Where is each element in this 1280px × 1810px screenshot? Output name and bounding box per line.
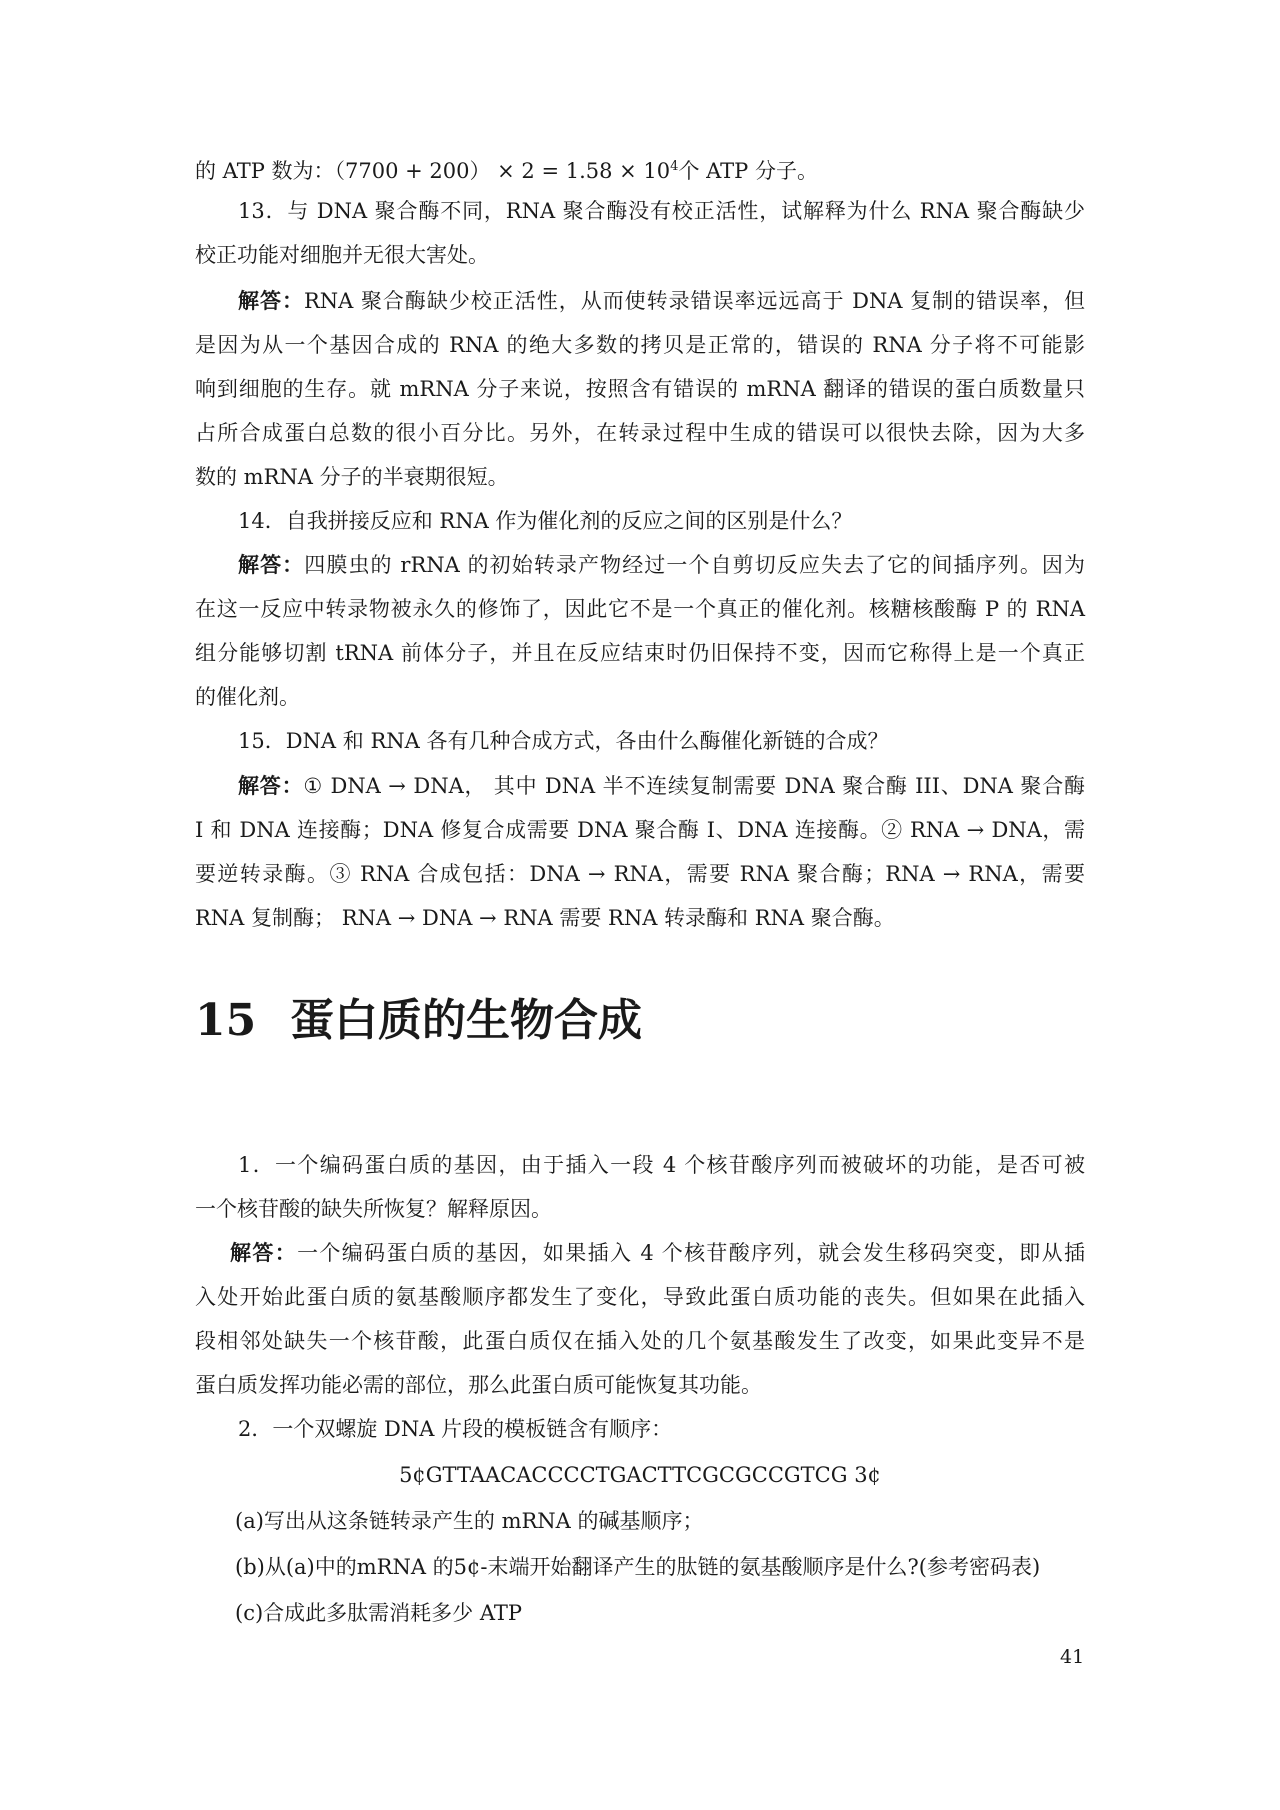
answer-14: 解答：四膜虫的 rRNA 的初始转录产物经过一个自剪切反应失去了它的间插序列。因为 xyxy=(238,553,1085,577)
c15-question-1: 1．一个编码蛋白质的基因，由于插入一段 4 个核苷酸序列而被破坏的功能，是否可被 xyxy=(238,1153,1085,1177)
answer-13-line: 占所合成蛋白总数的很小百分比。另外，在转录过程中生成的错误可以很快去除，因为大多 xyxy=(195,421,1085,445)
dna-sequence: 5¢GTTAACACCCCTGACTTCGCGCCGTCG 3¢ xyxy=(399,1463,881,1487)
question-15: 15．DNA 和 RNA 各有几种合成方式，各由什么酶催化新链的合成？ xyxy=(238,729,889,753)
c15-question-1-cont: 一个核苷酸的缺失所恢复？解释原因。 xyxy=(195,1197,552,1221)
page-number: 41 xyxy=(1060,1646,1085,1668)
c15-question-2a: (a)写出从这条链转录产生的 mRNA 的碱基顺序； xyxy=(235,1509,704,1533)
c15-question-2b: (b)从(a)中的mRNA 的5¢-末端开始翻译产生的肽链的氨基酸顺序是什么?(参考密码表) xyxy=(235,1555,1041,1579)
answer-13: 解答：RNA 聚合酶缺少校正活性，从而使转录错误率远远高于 DNA 复制的错误率，但 xyxy=(238,289,1085,313)
chapter-title: 蛋白质的生物合成 xyxy=(290,995,642,1046)
c15-answer-1-line: 段相邻处缺失一个核苷酸，此蛋白质仅在插入处的几个氨基酸发生了改变，如果此变异不是 xyxy=(195,1329,1085,1353)
answer-13-line: 是因为从一个基因合成的 RNA 的绝大多数的拷贝是正常的，错误的 RNA 分子将不可能影 xyxy=(195,333,1085,357)
chapter-number: 15 xyxy=(195,995,257,1046)
answer-15-line: RNA 复制酶； RNA → DNA → RNA 需要 RNA 转录酶和 RNA 聚合酶。 xyxy=(195,906,895,930)
answer-15-line: 要逆转录酶。③ RNA 合成包括：DNA → RNA，需要 RNA 聚合酶；RNA → RNA，需要 xyxy=(195,862,1085,886)
answer-13-line: 数的 mRNA 分子的半衰期很短。 xyxy=(195,465,509,489)
question-13-cont: 校正功能对细胞并无很大害处。 xyxy=(195,243,489,267)
text-line: 的 ATP 数为：$(7700 + 200) \times 2 = 1.58 \times 10^4$个 ATP 分子。 xyxy=(195,159,818,183)
c15-answer-1-line: 入处开始此蛋白质的氨基酸顺序都发生了变化，导致此蛋白质功能的丧失。但如果在此插入 xyxy=(195,1285,1085,1309)
question-14: 14．自我拼接反应和 RNA 作为催化剂的反应之间的区别是什么？ xyxy=(238,509,853,533)
c15-question-2: 2．一个双螺旋 DNA 片段的模板链含有顺序： xyxy=(238,1417,673,1441)
question-13: 13．与 DNA 聚合酶不同，RNA 聚合酶没有校正活性，试解释为什么 RNA 聚合酶缺少 xyxy=(238,199,1085,223)
answer-14-line: 的催化剂。 xyxy=(195,685,300,709)
answer-15: 解答：① DNA → DNA， 其中 DNA 半不连续复制需要 DNA 聚合酶 III、DNA 聚合酶 xyxy=(238,774,1086,798)
answer-14-line: 在这一反应中转录物被永久的修饰了，因此它不是一个真正的催化剂。核糖核酸酶 P 的 RNA xyxy=(195,597,1085,621)
answer-13-line: 响到细胞的生存。就 mRNA 分子来说，按照含有错误的 mRNA 翻译的错误的蛋白质数量只 xyxy=(195,377,1085,401)
answer-label: 解答： xyxy=(238,553,305,577)
chapter-heading xyxy=(195,993,642,1049)
answer-label: 解答： xyxy=(230,1241,298,1265)
c15-answer-1: 解答：一个编码蛋白质的基因，如果插入 4 个核苷酸序列，就会发生移码突变，即从插 xyxy=(230,1241,1086,1265)
answer-label: 解答： xyxy=(238,289,304,313)
answer-14-line: 组分能够切割 tRNA 前体分子，并且在反应结束时仍旧保持不变，因而它称得上是一个真正 xyxy=(195,641,1085,665)
c15-answer-1-line: 蛋白质发挥功能必需的部位，那么此蛋白质可能恢复其功能。 xyxy=(195,1373,762,1397)
c15-question-2c: (c)合成此多肽需消耗多少 ATP xyxy=(235,1601,522,1625)
answer-15-line: I 和 DNA 连接酶；DNA 修复合成需要 DNA 聚合酶 I、DNA 连接酶。② RNA → DNA，需 xyxy=(195,818,1085,842)
answer-label: 解答： xyxy=(238,774,304,798)
